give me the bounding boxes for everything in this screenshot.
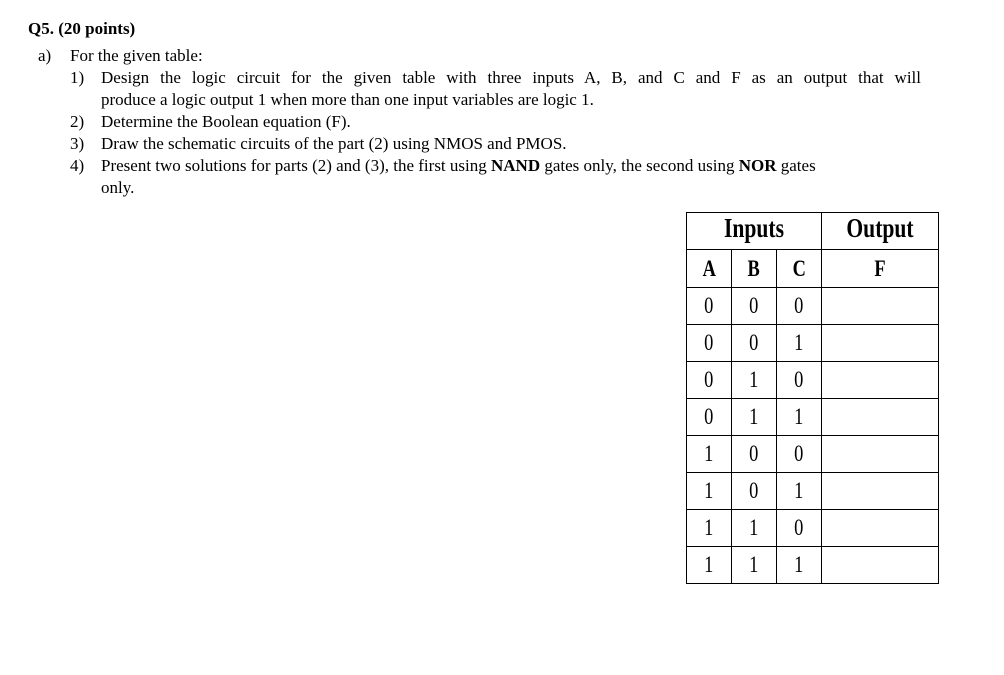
output-group-header xyxy=(822,213,939,250)
cell-a-value: 1 xyxy=(704,441,714,466)
question-number: Q5 xyxy=(28,19,50,38)
cell-f[interactable] xyxy=(822,362,939,399)
column-header-b xyxy=(732,250,777,288)
column-header-c xyxy=(777,250,822,288)
cell-b-value: 1 xyxy=(749,367,759,392)
item-1-number: 1) xyxy=(70,68,85,87)
item-4 xyxy=(70,155,816,177)
cell-b-value: 0 xyxy=(749,478,759,503)
cell-c-value: 0 xyxy=(794,293,804,318)
cell-b-value: 0 xyxy=(749,293,759,318)
truth-table xyxy=(686,212,939,584)
part-a-heading xyxy=(38,45,203,67)
table-row xyxy=(687,510,939,547)
cell-b-value: 0 xyxy=(749,330,759,355)
item-4-number: 4) xyxy=(70,156,85,175)
cell-b xyxy=(732,510,777,547)
cell-b xyxy=(732,325,777,362)
cell-f[interactable] xyxy=(822,547,939,584)
cell-a-value: 0 xyxy=(704,367,714,392)
inputs-group-header xyxy=(687,213,822,250)
item-4-nor: NOR xyxy=(738,156,777,175)
cell-c xyxy=(777,510,822,547)
cell-a xyxy=(687,547,732,584)
part-a-intro: For the given table: xyxy=(70,46,203,65)
cell-a xyxy=(687,399,732,436)
cell-c xyxy=(777,288,822,325)
item-4-text-c: gates xyxy=(776,156,816,175)
table-row xyxy=(687,436,939,473)
column-header-f xyxy=(822,250,939,288)
cell-a-value: 1 xyxy=(704,478,714,503)
cell-f[interactable] xyxy=(822,510,939,547)
item-1-continuation: produce a logic output 1 when more than one input variables are logic 1. xyxy=(101,90,594,109)
cell-a-value: 0 xyxy=(704,404,714,429)
cell-f[interactable] xyxy=(822,399,939,436)
column-header-a-label: A xyxy=(702,255,716,281)
cell-b xyxy=(732,399,777,436)
cell-c xyxy=(777,325,822,362)
cell-c xyxy=(777,473,822,510)
cell-b-value: 1 xyxy=(749,552,759,577)
item-3 xyxy=(70,133,567,155)
cell-c-value: 0 xyxy=(794,367,804,392)
cell-a xyxy=(687,510,732,547)
item-2-number: 2) xyxy=(70,112,85,131)
cell-a xyxy=(687,436,732,473)
table-row xyxy=(687,288,939,325)
column-header-f-label: F xyxy=(874,255,886,281)
column-header-c-label: C xyxy=(792,255,806,281)
item-4-text-a: Present two solutions for parts (2) and (3), the first using xyxy=(101,156,491,175)
cell-c xyxy=(777,547,822,584)
cell-b-value: 0 xyxy=(749,441,759,466)
item-4-text-b: gates only, the second using xyxy=(540,156,739,175)
table-row xyxy=(687,547,939,584)
cell-a xyxy=(687,362,732,399)
cell-c xyxy=(777,399,822,436)
cell-a xyxy=(687,288,732,325)
table-column-header-row xyxy=(687,250,939,288)
question-title: Q5. (20 points) xyxy=(28,19,136,38)
cell-a xyxy=(687,473,732,510)
question-points: (20 points) xyxy=(58,19,136,38)
table-row xyxy=(687,325,939,362)
cell-c xyxy=(777,362,822,399)
column-header-b-label: B xyxy=(747,255,761,281)
inputs-group-label: Inputs xyxy=(723,213,785,243)
output-group-label: Output xyxy=(846,213,914,243)
cell-c-value: 0 xyxy=(794,441,804,466)
cell-f[interactable] xyxy=(822,473,939,510)
table-row xyxy=(687,399,939,436)
cell-b xyxy=(732,547,777,584)
item-3-text: Draw the schematic circuits of the part (2) using NMOS and PMOS. xyxy=(101,134,567,153)
cell-a-value: 0 xyxy=(704,293,714,318)
item-4-nand: NAND xyxy=(491,156,541,175)
cell-f[interactable] xyxy=(822,436,939,473)
cell-a xyxy=(687,325,732,362)
cell-f[interactable] xyxy=(822,288,939,325)
cell-a-value: 1 xyxy=(704,515,714,540)
cell-b xyxy=(732,436,777,473)
item-2 xyxy=(70,111,351,133)
cell-f[interactable] xyxy=(822,325,939,362)
cell-c-value: 1 xyxy=(794,330,804,355)
cell-c-value: 1 xyxy=(794,404,804,429)
cell-c xyxy=(777,436,822,473)
cell-b-value: 1 xyxy=(749,515,759,540)
cell-a-value: 0 xyxy=(704,330,714,355)
cell-c-value: 1 xyxy=(794,552,804,577)
cell-b xyxy=(732,288,777,325)
part-a-marker: a) xyxy=(38,46,52,65)
item-1 xyxy=(70,67,921,89)
item-3-number: 3) xyxy=(70,134,85,153)
cell-b-value: 1 xyxy=(749,404,759,429)
table-group-header-row xyxy=(687,213,939,250)
table-row xyxy=(687,473,939,510)
cell-c-value: 1 xyxy=(794,478,804,503)
table-row xyxy=(687,362,939,399)
cell-b xyxy=(732,362,777,399)
cell-c-value: 0 xyxy=(794,515,804,540)
cell-b xyxy=(732,473,777,510)
item-1-text: Design the logic circuit for the given table with three inputs A, B, and C and F as an output that will xyxy=(101,68,921,87)
item-4-continuation: only. xyxy=(101,178,135,197)
item-2-text: Determine the Boolean equation (F). xyxy=(101,112,351,131)
column-header-a xyxy=(687,250,732,288)
cell-a-value: 1 xyxy=(704,552,714,577)
